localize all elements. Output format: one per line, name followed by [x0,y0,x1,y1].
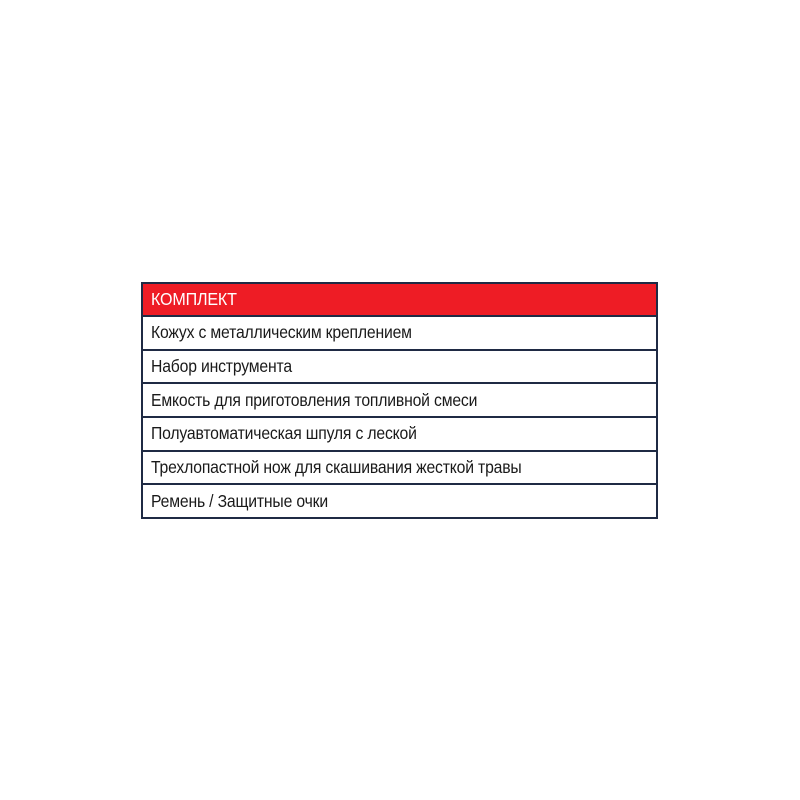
kit-table-header-label: КОМПЛЕКТ [151,289,237,309]
kit-table-header [143,284,656,315]
table-row-text: Ремень / Защитные очки [151,490,328,511]
kit-table [141,282,658,519]
table-row-text: Трехлопастной нож для скашивания жесткой травы [151,457,522,478]
table-row-text: Емкость для приготовления топливной смеси [151,389,478,410]
table-row [143,416,656,450]
table-row-text: Набор инструмента [151,356,292,377]
table-row [143,349,656,383]
table-row [143,315,656,349]
table-row-text: Кожух с металлическим креплением [151,322,412,343]
table-row-text: Полуавтоматическая шпуля с леской [151,423,417,444]
table-row [143,450,656,484]
table-row [143,382,656,416]
table-row [143,483,656,517]
